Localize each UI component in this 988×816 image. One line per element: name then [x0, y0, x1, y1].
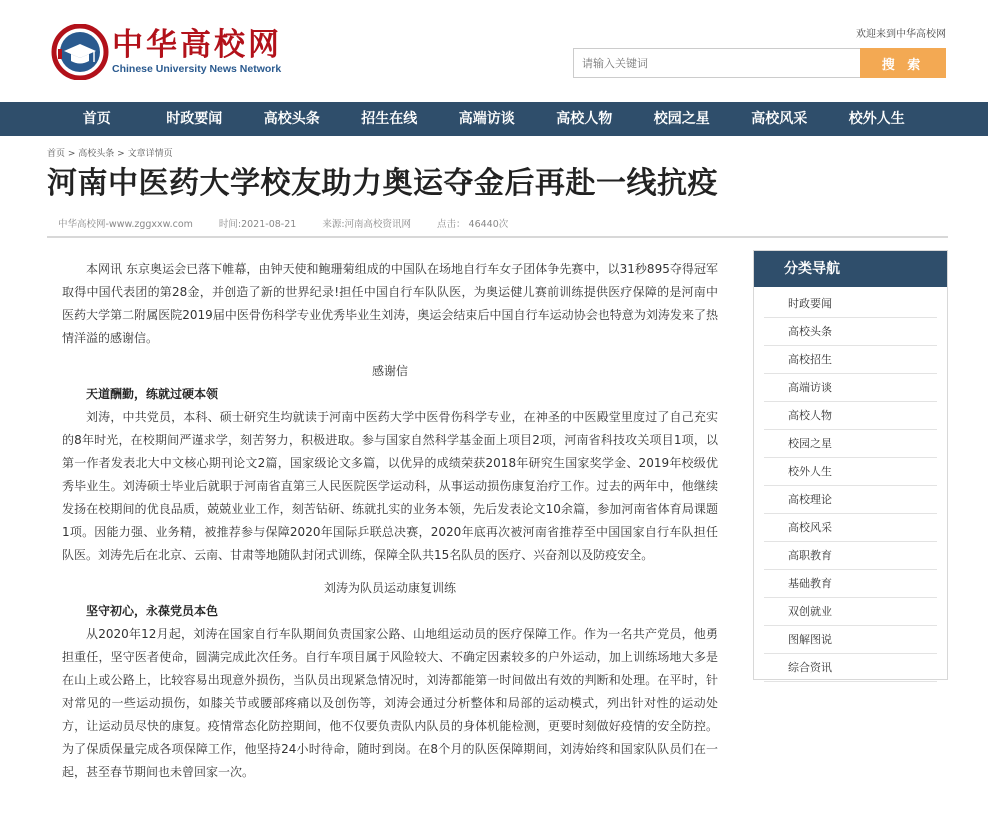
nav-item-style[interactable]: 高校风采	[751, 111, 808, 127]
sidebar-item[interactable]: 基础教育	[764, 570, 937, 598]
breadcrumb-separator: >	[65, 149, 79, 159]
sidebar-item[interactable]: 高校头条	[764, 318, 937, 346]
image-caption: 刘涛为队员运动康复训练	[323, 581, 456, 595]
logo-icon[interactable]	[50, 24, 110, 80]
breadcrumb-home[interactable]: 首页	[47, 149, 66, 159]
breadcrumb-category[interactable]: 高校头条	[78, 149, 115, 159]
nav-item-headlines[interactable]: 高校头条	[263, 111, 320, 127]
sidebar-item[interactable]: 图解图说	[764, 626, 937, 654]
article-paragraph: 从2020年12月起，刘涛在国家自行车队期间负责国家公路、山地组运动员的医疗保障工作。作为一名共产党员，他勇担重任，坚守医者使命，圆满完成此次任务。自行车项目属于风险较大、不确定因素较多的户外运动，加上训练场地大多是在山上或公路上，比较容易出现意外损伤，当队员出现紧急情况时，刘涛都能第一时间做出有效的判断和处理。在平时，针对常见的一些运动损伤，如膝关节或腰部疼痛以及创伤等，刘涛会通过分析整体和局部的运动模式，列出针对性的运动处方，让运动员尽快的康复。疫情常态化防控期间，他不仅要负责队内队员的身体机能检测，更要时刻做好疫情的安全防控。为了保质保量完成各项保障工作，他坚持24小时待命，随时到岗。在8个月的队医保障期间，刘涛始终和国家队队员们在一起，甚至春节期间也未曾回家一次。	[62, 627, 718, 779]
nav-item-politics[interactable]: 时政要闻	[166, 111, 223, 127]
section-heading: 天道酬勤，练就过硬本领	[86, 387, 219, 401]
article-paragraph: 刘涛，中共党员，本科、硕士研究生均就读于河南中医药大学中医骨伤科学专业，在神圣的中医殿堂里度过了自己充实的8年时光，在校期间严谨求学，刻苦努力，积极进取。参与国家自然科学基金面上项目2项，河南省科技攻关项目1项，以第一作者发表北大中文核心期刊论文2篇，国家级论文多篇，以优异的成绩荣获2018年研究生国家奖学金、2019年校级优秀毕业生。刘涛硕士毕业后就职于河南省直第三人民医院医学运动科，从事运动损伤康复治疗工作。过去的两年中，他继续发扬在校期间的优良品质，兢兢业业工作，刻苦钻研、练就扎实的业务本领，先后发表论文10余篇，参加河南省体育局课题1项。因能力强、业务精，被推荐参与保障2020年国际乒联总决赛，2020年底再次被河南省推荐至中国国家自行车队担任队医。刘涛先后在北京、云南、甘肃等地随队封闭式训练，保障全队共15名队员的医疗、兴奋剂以及防疫安全。	[62, 410, 718, 562]
breadcrumb	[47, 146, 173, 159]
nav-item-home[interactable]: 首页	[82, 111, 111, 127]
search-input[interactable]	[573, 48, 861, 78]
sidebar-title: 分类导航	[754, 251, 947, 287]
sidebar-item[interactable]: 双创就业	[764, 598, 937, 626]
article-paragraph: 本网讯 东京奥运会已落下帷幕，由钟天使和鲍珊菊组成的中国队在场地自行车女子团体争先赛中，以31秒895夺得冠军取得中国代表团的第28金，并创造了新的世界纪录!担任中国自行车队队医，为奥运健儿赛前训练提供医疗保障的是河南中医药大学第二附属医院2019届中医骨伤科学专业优秀毕业生刘涛，奥运会结束后中国自行车运动协会也特意为刘涛发来了热情洋溢的感谢信。	[62, 262, 718, 345]
sidebar-item[interactable]: 高校招生	[764, 346, 937, 374]
meta-site: 中华高校网-www.zggxxw.com	[58, 219, 193, 230]
brand[interactable]	[112, 28, 282, 75]
sidebar-item[interactable]: 校园之星	[764, 430, 937, 458]
meta-views: 点击： 46440次	[437, 219, 509, 230]
site-header	[0, 0, 988, 102]
sidebar-item[interactable]: 高端访谈	[764, 374, 937, 402]
main-nav	[0, 102, 988, 136]
sidebar-item[interactable]: 高职教育	[764, 542, 937, 570]
article-meta	[58, 216, 534, 230]
meta-time: 时间:2021-08-21	[218, 219, 297, 230]
article-title: 河南中医药大学校友助力奥运夺金后再赴一线抗疫	[47, 166, 718, 201]
sidebar-item[interactable]: 高校人物	[764, 402, 937, 430]
breadcrumb-current: 文章详情页	[127, 149, 173, 159]
article-body	[62, 258, 718, 784]
search-button[interactable]: 搜 索	[860, 48, 946, 78]
nav-item-interviews[interactable]: 高端访谈	[458, 111, 515, 127]
sidebar-item[interactable]: 高校风采	[764, 514, 937, 542]
section-heading: 坚守初心，永葆党员本色	[86, 604, 219, 618]
meta-source: 来源:河南高校资讯网	[322, 219, 412, 230]
nav-item-people[interactable]: 高校人物	[556, 111, 613, 127]
sidebar-list	[754, 287, 947, 682]
title-divider	[47, 236, 948, 238]
site-name-cn: 中华高校网	[112, 27, 282, 63]
breadcrumb-separator: >	[114, 149, 128, 159]
sidebar-item[interactable]: 时政要闻	[764, 290, 937, 318]
nav-item-life[interactable]: 校外人生	[848, 111, 905, 127]
nav-item-admissions[interactable]: 招生在线	[361, 111, 418, 127]
nav-item-campus-stars[interactable]: 校园之星	[653, 111, 710, 127]
image-caption: 感谢信	[371, 364, 408, 378]
sidebar-item[interactable]: 高校理论	[764, 486, 937, 514]
category-sidebar	[753, 250, 948, 680]
sidebar-item[interactable]: 校外人生	[764, 458, 937, 486]
sidebar-item[interactable]: 综合资讯	[764, 654, 937, 682]
site-name-en: Chinese University News Network	[112, 63, 282, 75]
welcome-text: 欢迎来到中华高校网	[856, 29, 946, 40]
